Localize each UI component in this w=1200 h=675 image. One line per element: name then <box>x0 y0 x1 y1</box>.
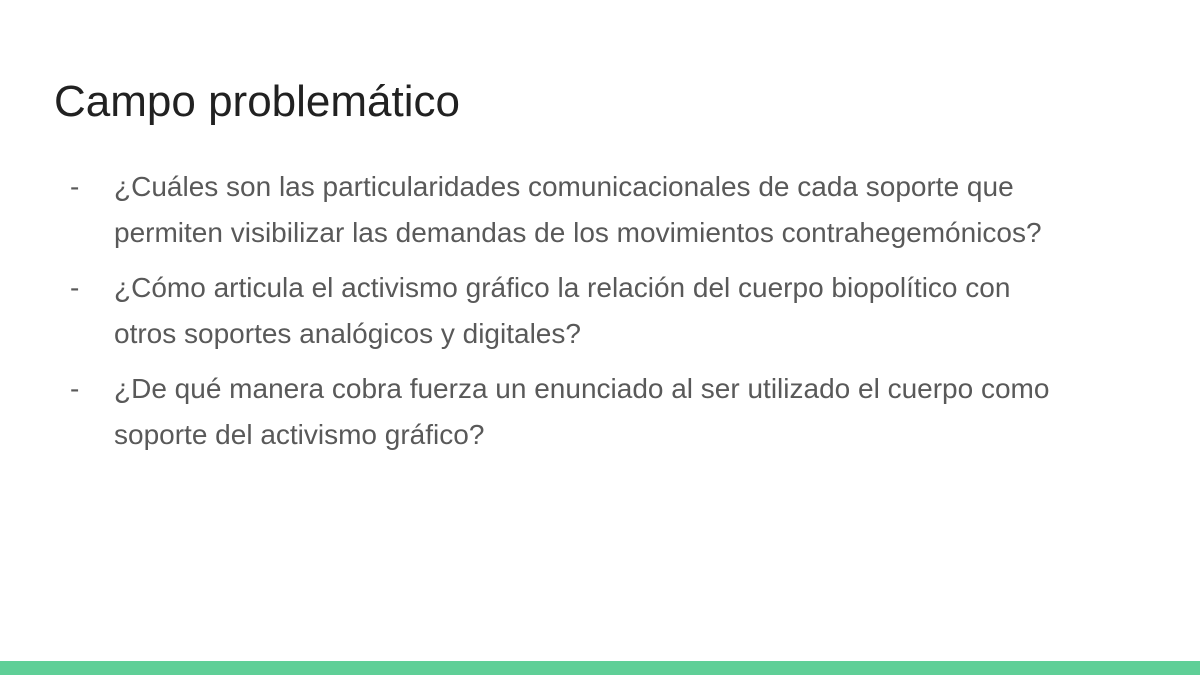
bullet-item-3 <box>70 366 1070 457</box>
bullet-marker: - <box>70 171 80 202</box>
bullet-list <box>70 164 1070 467</box>
bullet-item-1 <box>70 164 1070 255</box>
slide-title: Campo problemático <box>54 77 460 126</box>
bullet-item-2 <box>70 265 1070 356</box>
footer-accent-bar <box>0 661 1200 675</box>
bullet-marker: - <box>70 272 80 303</box>
bullet-text: ¿Cuáles son las particularidades comunicacionales de cada soporte que permiten visibilizar las demandas de los movimientos contrahegemónicos? <box>114 171 1042 248</box>
bullet-text: ¿Cómo articula el activismo gráfico la relación del cuerpo biopolítico con otros soportes analógicos y digitales? <box>114 272 1011 349</box>
bullet-marker: - <box>70 373 80 404</box>
bullet-text: ¿De qué manera cobra fuerza un enunciado al ser utilizado el cuerpo como soporte del activismo gráfico? <box>114 373 1050 450</box>
